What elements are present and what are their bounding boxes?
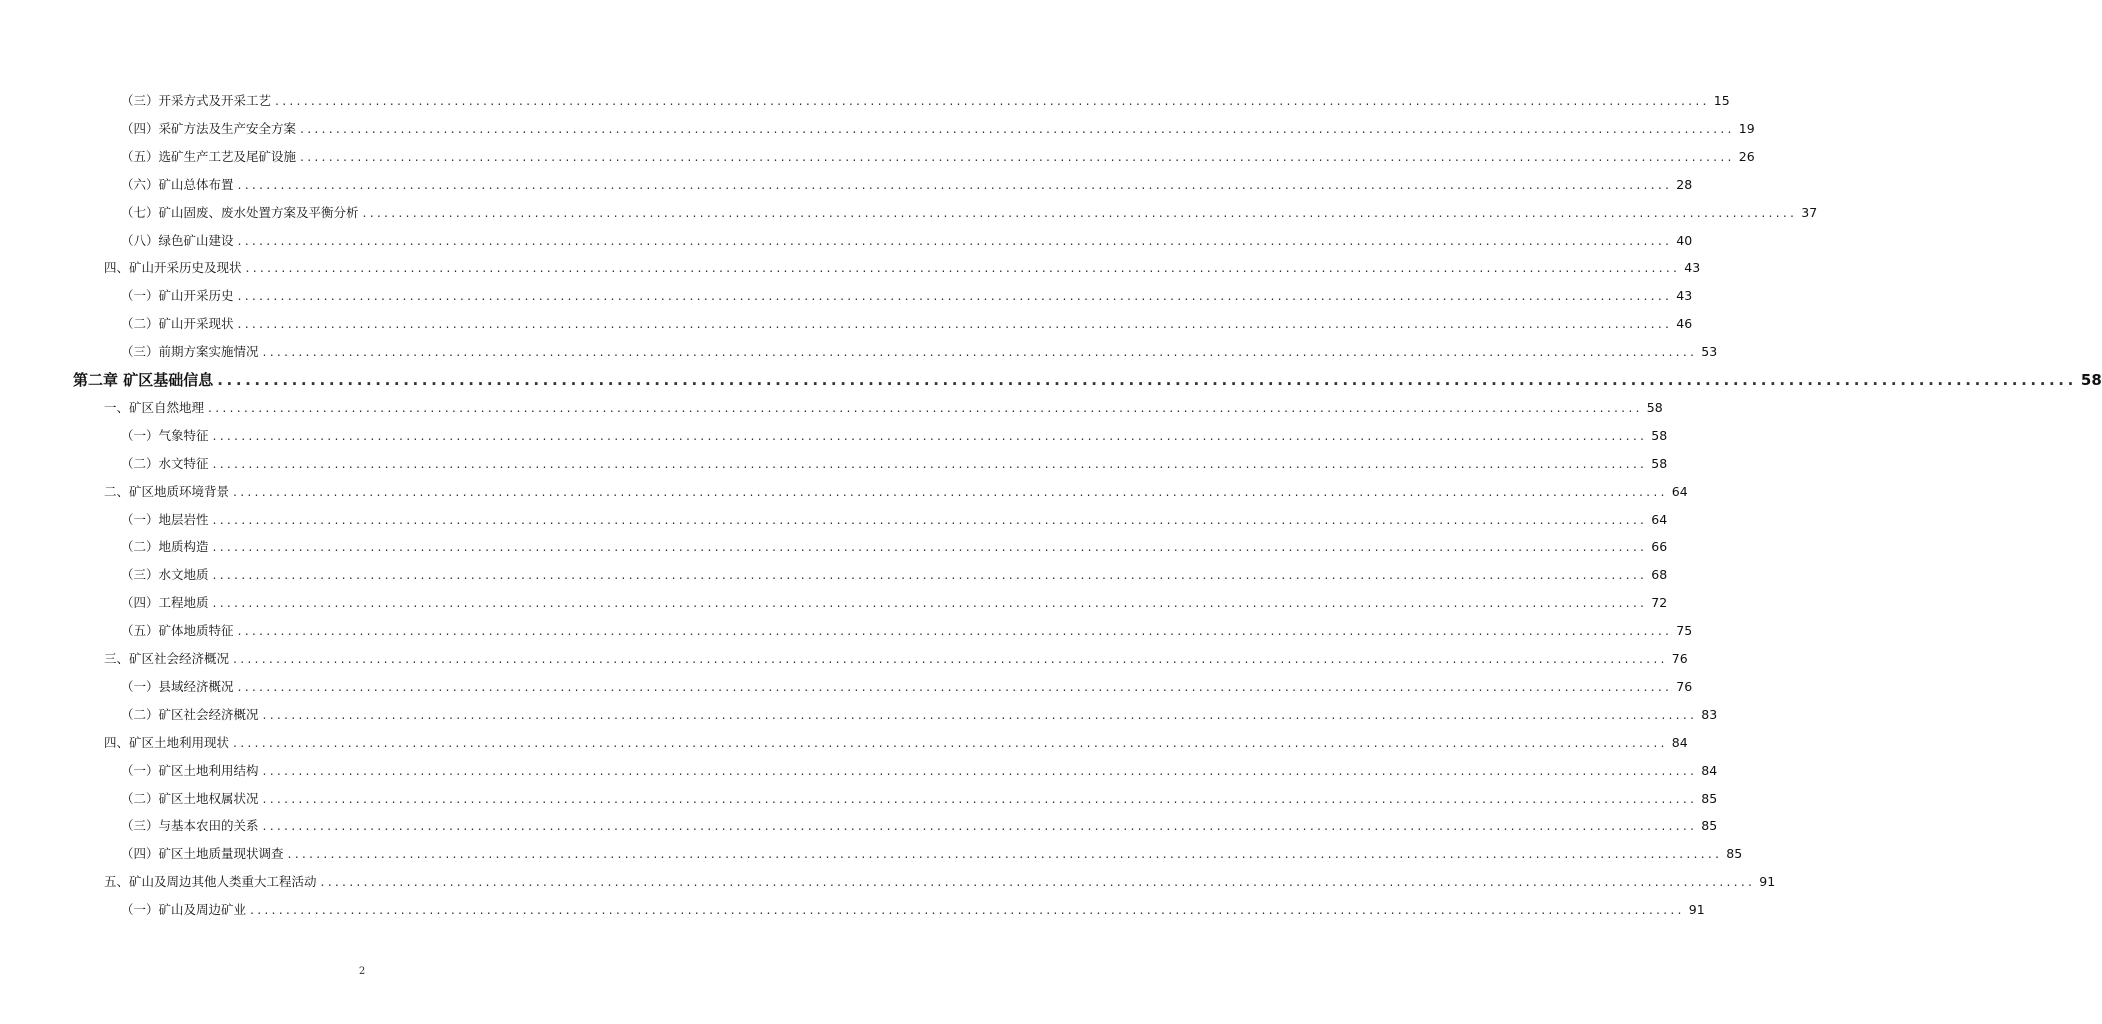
toc-entry-page: 58 [1651,455,1668,471]
toc-entry-page: 76 [1671,651,1688,666]
toc-leader-dots: ........................................................................................................................................................................................................ [212,511,1648,527]
toc-leader-dots: ........................................................................................................................................................................................................ [233,483,1668,499]
toc-entry[interactable] [121,286,1693,306]
toc-leader-dots: ........................................................................................................................................................................................................ [262,706,1698,722]
toc-entry-page: 84 [1701,762,1718,778]
toc-entry-page: 85 [1726,846,1743,862]
toc-entry-label: （二）水文特征 [121,455,209,471]
toc-entry[interactable] [121,91,1730,111]
toc-entry[interactable] [121,761,1718,781]
toc-leader-dots: ........................................................................................................................................................................................................ [237,232,1673,248]
toc-leader-dots: ........................................................................................................................................................................................................ [212,567,1648,583]
toc-entry[interactable] [121,537,1668,557]
toc-leader-dots: ........................................................................................................................................................................................................ [212,427,1648,443]
toc-leader-dots: ........................................................................................................................................................................................................ [212,455,1648,471]
toc-leader-dots: ........................................................................................................................................................................................................ [237,176,1673,192]
toc-entry-page: 85 [1701,818,1718,834]
toc-entry-page: 15 [1713,93,1730,108]
toc-leader-dots: ........................................................................................................................................................................................................ [262,762,1698,778]
toc-leader-dots: ........................................................................................................................................................................................................ [237,678,1673,694]
toc-entry-page: 26 [1738,148,1755,164]
toc-entry-label: （七）矿山固废、废水处置方案及平衡分析 [121,204,359,220]
toc-entry-label: （二）矿区土地权属状况 [121,790,259,806]
toc-leader-dots: ........................................................................................................................................................................................................ [262,344,1698,360]
toc-entry[interactable] [104,258,1701,278]
toc-entry-label: 二、矿区地质环境背景 [104,483,230,499]
toc-entry-label: 四、矿山开采历史及现状 [104,260,242,276]
toc-entry-label: （五）矿体地质特征 [121,623,234,639]
toc-entry[interactable] [104,733,1688,753]
toc-entry-page: 46 [1676,316,1693,332]
toc-entry-page: 64 [1671,483,1688,499]
toc-entry[interactable] [121,705,1718,725]
toc-entry-page: 75 [1676,623,1693,639]
toc-leader-dots: ........................................................................................................................................................................................................ [233,651,1668,666]
toc-entry-label: （八）绿色矿山建设 [121,232,234,248]
toc-entry-page: 58 [1651,427,1668,443]
toc-leader-dots: ........................................................................................................................................................................................................ [262,818,1698,834]
toc-entry[interactable] [104,398,1663,418]
toc-entry-label: （五）选矿生产工艺及尾矿设施 [121,148,297,164]
toc-entry[interactable] [121,147,1755,167]
toc-entry-page: 64 [1651,511,1668,527]
toc-entry-label: （二）矿山开采现状 [121,316,234,332]
toc-entry-label: （四）工程地质 [121,595,209,611]
toc-entry-label: （二）矿区社会经济概况 [121,706,259,722]
toc-entry-label: 五、矿山及周边其他人类重大工程活动 [104,874,317,890]
toc-entry-page: 68 [1651,567,1668,583]
toc-entry-page: 91 [1759,874,1776,890]
toc-entry[interactable] [121,203,1818,223]
toc-leader-dots: ........................................................................................................................................................................................................ [275,93,1710,108]
toc-entry[interactable] [121,342,1718,362]
toc-entry-page: 28 [1676,176,1693,192]
toc-leader-dots: ........................................................................................................................................................................................................ [320,874,1756,890]
toc-entry-label: 三、矿区社会经济概况 [104,651,230,666]
toc-leader-dots: ........................................................................................................................................................................................................ [300,120,1735,136]
toc-entry-label: （一）矿区土地利用结构 [121,762,259,778]
toc-leader-dots: ........................................................................................................................................................................................................ [237,316,1673,332]
toc-leader-dots: ........................................................................................................................................................................................................ [233,734,1668,750]
toc-entry-label: （三）开采方式及开采工艺 [121,93,272,108]
toc-leader-dots: ........................................................................................................................................................................................................ [212,595,1648,611]
toc-entry-page: 83 [1701,706,1718,722]
toc-entry-label: （三）与基本农田的关系 [121,818,259,834]
toc-entry[interactable] [121,510,1668,530]
toc-entry[interactable] [104,872,1776,892]
toc-entry-page: 43 [1684,260,1701,276]
toc-entry[interactable] [121,844,1743,864]
toc-entry-label: 第二章 矿区基础信息 [73,371,214,389]
toc-leader-dots: ........................................................................................................................................................................................................ [217,371,2077,389]
toc-chapter-entry[interactable] [73,370,2102,390]
toc-leader-dots: ........................................................................................................................................................................................................ [237,288,1673,304]
toc-entry-label: （一）县域经济概况 [121,678,234,694]
toc-entry-page: 91 [1688,902,1705,918]
toc-leader-dots: ........................................................................................................................................................................................................ [237,623,1673,639]
toc-entry-page: 58 [2080,371,2102,389]
toc-entry-page: 37 [1801,204,1818,220]
toc-entry[interactable] [121,593,1668,613]
toc-entry-label: 四、矿区土地利用现状 [104,734,230,750]
toc-entry[interactable] [121,621,1693,641]
toc-entry[interactable] [121,677,1693,697]
toc-entry-label: 一、矿区自然地理 [104,399,205,415]
toc-entry[interactable] [121,314,1693,334]
toc-entry-page: 85 [1701,790,1718,806]
toc-entry[interactable] [121,119,1755,139]
toc-leader-dots: ........................................................................................................................................................................................................ [212,539,1648,555]
toc-entry-label: （一）矿山开采历史 [121,288,234,304]
toc-entry[interactable] [121,231,1693,251]
toc-entry[interactable] [121,789,1718,809]
toc-entry-page: 53 [1701,344,1718,360]
toc-entry-page: 76 [1676,678,1693,694]
toc-leader-dots: ........................................................................................................................................................................................................ [262,790,1698,806]
page-number: 2 [358,966,366,977]
toc-leader-dots: ........................................................................................................................................................................................................ [300,148,1735,164]
toc-entry[interactable] [121,454,1668,474]
toc-leader-dots: ........................................................................................................................................................................................................ [208,399,1643,415]
toc-entry[interactable] [121,816,1718,836]
toc-entry-page: 40 [1676,232,1693,248]
toc-entry-page: 43 [1676,288,1693,304]
toc-entry-page: 84 [1671,734,1688,750]
toc-entry[interactable] [121,900,1705,920]
toc-entry-label: （一）矿山及周边矿业 [121,902,247,918]
toc-entry[interactable] [121,175,1693,195]
toc-leader-dots: ........................................................................................................................................................................................................ [245,260,1681,276]
toc-entry-page: 19 [1738,120,1755,136]
toc-entry-label: （一）气象特征 [121,427,209,443]
toc-leader-dots: ........................................................................................................................................................................................................ [287,846,1723,862]
toc-entry[interactable] [104,649,1688,669]
toc-entry-label: （一）地层岩性 [121,511,209,527]
toc-entry-label: （六）矿山总体布置 [121,176,234,192]
toc-entry[interactable] [104,482,1688,502]
toc-leader-dots: ........................................................................................................................................................................................................ [250,902,1685,918]
toc-entry-label: （四）采矿方法及生产安全方案 [121,120,297,136]
toc-entry-page: 66 [1651,539,1668,555]
toc-entry[interactable] [121,426,1668,446]
toc-entry-label: （四）矿区土地质量现状调查 [121,846,284,862]
toc-entry-label: （三）水文地质 [121,567,209,583]
toc-entry-label: （三）前期方案实施情况 [121,344,259,360]
toc-entry-page: 72 [1651,595,1668,611]
toc-entry[interactable] [121,565,1668,585]
toc-entry-label: （二）地质构造 [121,539,209,555]
toc-entry-page: 58 [1646,399,1663,415]
toc-leader-dots: ........................................................................................................................................................................................................ [362,204,1798,220]
